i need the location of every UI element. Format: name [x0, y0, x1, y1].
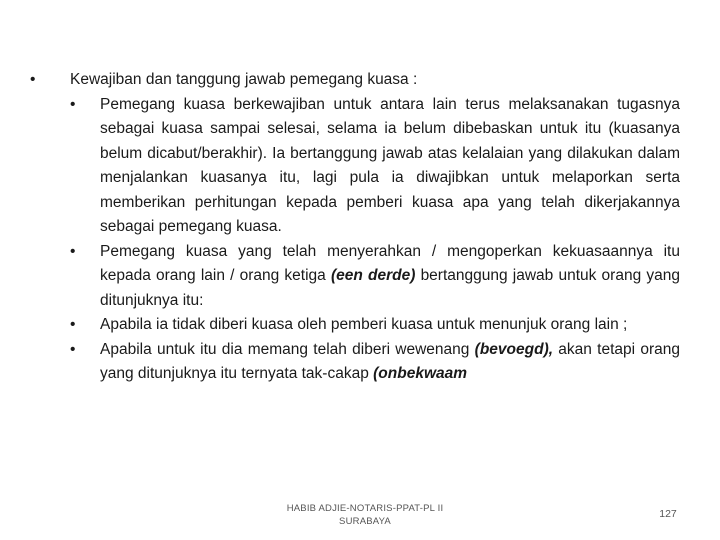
sub-bullet-list [70, 93, 680, 387]
footer-author [280, 502, 450, 528]
bullet-icon: • [70, 316, 76, 333]
sub-bullet-text: Apabila ia tidak diberi kuasa oleh pemberi kuasa untuk menunjuk orang lain ; [100, 316, 628, 333]
bullet-icon: • [30, 71, 36, 88]
emphasis-term-2: (onbekwaam [373, 365, 468, 382]
main-bullet-item [30, 68, 680, 387]
emphasis-term: (bevoegd), [474, 340, 554, 358]
main-heading: Kewajiban dan tanggung jawab pemegang kuasa : [70, 71, 418, 88]
sub-bullet-item-1 [70, 93, 680, 240]
sub-bullet-item-3 [70, 313, 680, 338]
emphasis-term: (een derde) [330, 267, 416, 284]
bullet-icon: • [70, 242, 76, 260]
sub-bullet-text-cont: akan tetapi orang yang ditunjuknya itu ternyata tak-cakap [100, 340, 680, 382]
bullet-icon: • [70, 340, 76, 358]
sub-bullet-text: Pemegang kuasa yang telah menyerahkan / mengoperkan kekuasaannya itu kepada orang lain / orang ketiga [100, 242, 680, 284]
sub-bullet-item-2 [70, 240, 680, 314]
footer-line-2: SURABAYA [339, 516, 391, 527]
slide-content [30, 68, 680, 387]
bullet-icon: • [70, 95, 76, 113]
sub-bullet-text: Pemegang kuasa berkewajiban untuk antara lain terus melaksanakan tugasnya sebagai kuasa sampai selesai, selama ia belum dibebaskan untuk itu (kuasanya belum dicabut/berakhir). Ia bertanggung jawab atas kelalaian yang dilakukan dalam menjalankan kuasanya itu, lagi pula ia diwajibkan untuk melaporkan serta memberikan perhitungan kepada pemberi kuasa apa yang telah dikerjakannya sebagai pemegang kuasa. [100, 95, 680, 235]
sub-bullet-item-4 [70, 338, 680, 387]
sub-bullet-text-cont: bertanggung jawab untuk orang yang ditunjuknya itu: [100, 267, 680, 309]
footer-line-1: HABIB ADJIE-NOTARIS-PPAT-PL II [286, 503, 444, 514]
sub-bullet-text: Apabila untuk itu dia memang telah diberi wewenang [100, 340, 475, 358]
page-number: 127 [659, 508, 677, 520]
